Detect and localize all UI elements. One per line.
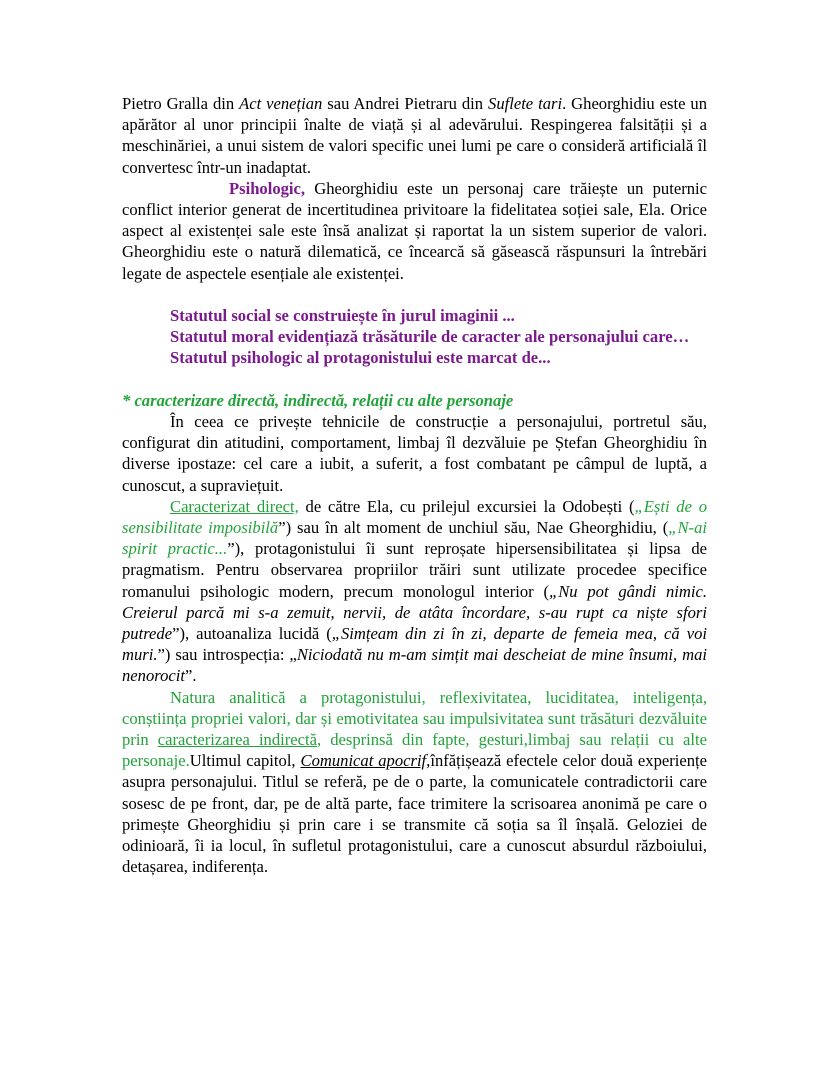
paragraph-tehnici: În ceea ce privește tehnicile de construcție a personajului, portretul său, configurat din atitudini, comportament, limbaj îl dezvăluie pe Ștefan Gheorghidiu în diverse ipostaze: cel care a iubit, a suferit, a fost combatant pe câmpul de luptă, a cunoscut, a supraviețuit.: [122, 412, 707, 495]
blank-line: [122, 284, 707, 305]
quote-autoanaliza: „Simțeam din zi în zi, departe de femeia mea, că voi muri.: [122, 624, 707, 665]
caracterizat-direct-link: Caracterizat direct,: [170, 496, 299, 516]
psihologic-label: Psihologic,: [229, 178, 306, 198]
section-heading: * caracterizare directă, indirectă, relații cu alte personaje: [122, 390, 514, 410]
title-comunicat-apocrif: Comunicat apocrif,: [300, 751, 431, 771]
paragraph-caracterizare-indirecta: Natura analitică a protagonistului, reflexivitatea, luciditatea, inteligența, conștiința propriei valori, dar și emotivitatea sau impulsivitatea sunt trăsături dezvăluite prin caracterizarea indirectă, desprinsă din fapte, gesturi,limbaj sau relații cu alte personaje.Ultimul capitol, Comunicat apocrif,înfățișează efectele celor două experiențe asupra personajului. Titlul se referă, pe de o parte, la comunicatele contradictorii care sosesc de pe front, dar, pe de altă parte, face trimitere la scrisoarea anonimă pe care o primește Gheorghidiu și prin care i se transmite că soția sa îl înșală. Geloziei de odinioară, îi ia locul, în sufletul protagonistului, care a cunoscut absurdul războiului, detașarea, indiferența.: [122, 687, 708, 877]
statement-social: Statutul social se construiește în jurul imaginii ...: [170, 306, 515, 326]
quote-spirit-practic: „N-ai spirit practic...: [122, 518, 707, 559]
statement-moral: Statutul moral evidențiază trăsăturile de caracter ale personajului care…: [170, 327, 690, 347]
title-suflete-tari: Suflete tari: [488, 94, 563, 113]
paragraph-psihologic: Psihologic, Gheorghidiu este un personaj care trăiește un puternic conflict interior generat de incertitudinea privitoare la fidelitatea soției sale, Ela. Orice aspect al existenței sale este însă analizat și raportat la un sistem superior de valori. Gheorghidiu este o natură dilematică, ce încearcă să găsească răspunsuri la întrebări legate de aspectele esențiale ale existenței.: [122, 178, 707, 283]
quote-monolog: „Nu pot gândi nimic. Creierul parcă mi s-a zemuit, nervii, de atâta încordare, s-au rupt ca niște sfori putrede: [122, 581, 707, 644]
title-act-venetian: Act venețian: [239, 94, 323, 113]
quote-sensibilitate: „Ești de o sensibilitate imposibilă: [122, 496, 707, 538]
paragraph-1: Pietro Gralla din Act venețian sau Andrei Pietraru din Suflete tari. Gheorghidiu este un apărător al unor principii înalte de viață și al adevărului. Respingerea falsității și a meschinăriei, a unui sistem de valori specific unei lumi pe care o consideră artificială îl convertesc într-un inadaptat.: [122, 94, 707, 177]
statement-psihologic: Statutul psihologic al protagonistului este marcat de...: [170, 348, 551, 368]
blank-line: [122, 369, 707, 390]
quote-introspectie: Niciodată nu m-am simțit mai descheiat de mine însumi, mai nenorocit: [122, 645, 708, 686]
paragraph-caracterizare-directa: Caracterizat direct, de către Ela, cu prilejul excursiei la Odobești („Ești de o sensibilitate imposibilă”) sau în alt moment de unchiul său, Nae Gheorghidiu, („N-ai spirit practic...”), protagonistului îi sunt reproșate hipersensibilitatea și lipsa de pragmatism. Pentru observarea propriilor trăiri sunt utilizate procedee specifice romanului psihologic modern, precum monologul interior („Nu pot gândi nimic. Creierul parcă mi s-a zemuit, nervii, de atâta încordare, s-au rupt ca niște sfori putrede”), autoanaliza lucidă („Simțeam din zi în zi, departe de femeia mea, că voi muri.”) sau introspecția: „Niciodată nu m-am simțit mai descheiat de mine însumi, mai nenorocit”.: [122, 496, 708, 686]
document-page: [122, 93, 707, 877]
caracterizarea-indirecta-link: caracterizarea indirectă: [157, 730, 317, 750]
